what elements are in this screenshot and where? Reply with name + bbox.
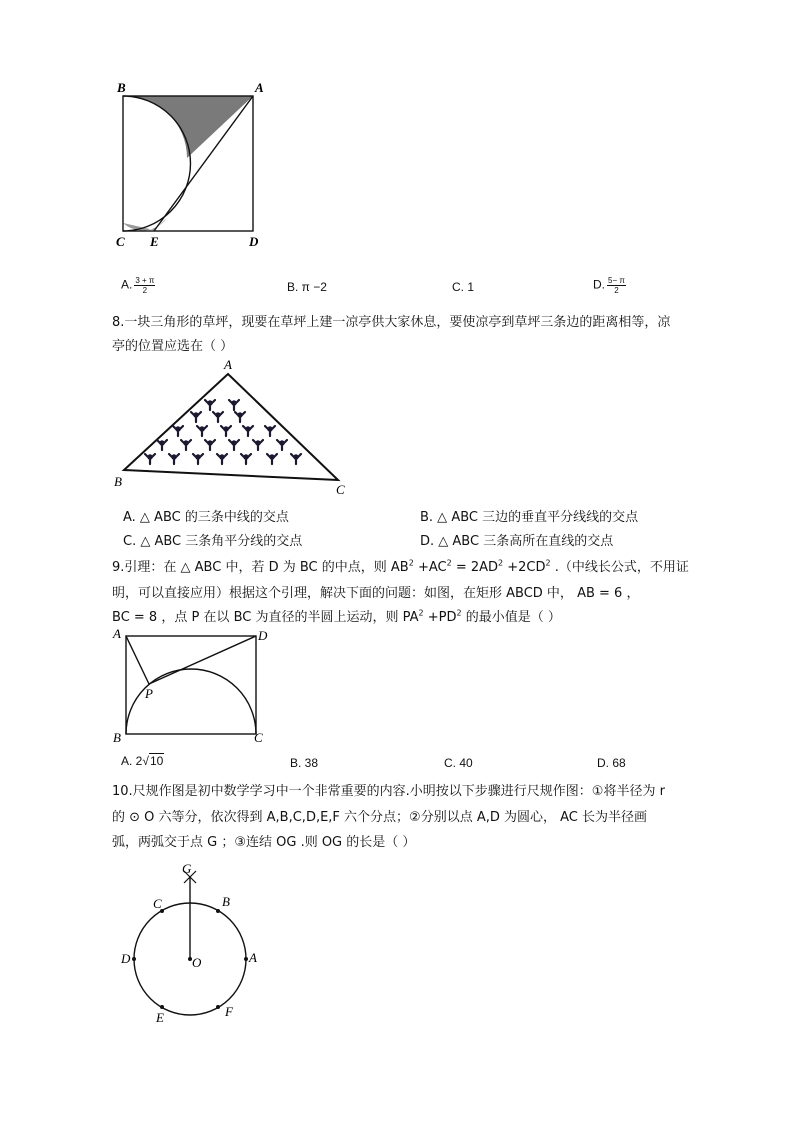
- q7-label-b: B: [117, 80, 126, 95]
- q9-label-a: A: [113, 626, 121, 641]
- q9-label-c: C: [254, 730, 263, 745]
- q8-option-b[interactable]: B. △ ABC 三边的垂直平分线线的交点: [420, 510, 639, 525]
- q8-option-c[interactable]: C. △ ABC 三条角平分线的交点: [123, 534, 303, 549]
- grass-tuft: [197, 426, 207, 436]
- q9-label-p: P: [145, 686, 153, 701]
- grass-tuft: [253, 440, 263, 450]
- q9-sup-5: 2: [418, 608, 424, 618]
- q10-figure: [112, 858, 272, 1028]
- grass-tuft: [267, 454, 277, 464]
- grass-tuft: [205, 440, 215, 450]
- grass-tuft: [243, 426, 253, 436]
- q9-question-line-1: [112, 556, 689, 575]
- grass-tuft: [265, 426, 275, 436]
- q10-label-d: D: [121, 951, 131, 966]
- q9-option-c[interactable]: C. 40: [444, 756, 473, 770]
- grass-tuft: [205, 400, 215, 410]
- q9-option-a[interactable]: [121, 754, 164, 768]
- q10-label-f: F: [225, 1004, 233, 1019]
- q7-label-c: C: [116, 234, 125, 249]
- q10-point-f: [216, 1005, 220, 1009]
- q7-shaded-upper: [123, 96, 253, 158]
- q8-option-a[interactable]: A. △ ABC 的三条中线的交点: [123, 510, 289, 525]
- q10-label-g: G: [182, 861, 192, 876]
- q9-question-line-3: [112, 606, 561, 625]
- grass-tuft: [213, 412, 223, 422]
- grass-tuft: [157, 440, 167, 450]
- q10-label-c: C: [153, 896, 162, 911]
- q9-figure: [112, 626, 282, 748]
- q9-sup-3: 2: [498, 558, 504, 568]
- q9-line3-part-c: 的最小值是（ ）: [461, 610, 561, 625]
- grass-tuft: [169, 454, 179, 464]
- q9-line1-part-b: +AC: [413, 560, 447, 575]
- grass-tuft: [221, 426, 231, 436]
- q9-segment-pa: [126, 636, 149, 684]
- q10-point-e: [160, 1005, 164, 1009]
- q9-line1-part-d: +2CD: [503, 560, 546, 575]
- q10-point-a: [244, 957, 248, 961]
- q9-sup-2: 2: [446, 558, 452, 568]
- grass-tuft: [145, 454, 155, 464]
- q9-segment-pd: [149, 636, 256, 684]
- grass-tuft: [181, 440, 191, 450]
- grass-tuft: [191, 412, 201, 422]
- q10-label-b: B: [222, 894, 230, 909]
- q8-option-d[interactable]: D. △ ABC 三条高所在直线的交点: [420, 534, 614, 549]
- q8-question-line-2: 亭的位置应选在（ ）: [112, 339, 234, 354]
- q9-option-a-prefix: A. 2: [121, 754, 143, 768]
- q9-rectangle: [126, 636, 256, 734]
- q10-label-a: A: [249, 950, 257, 965]
- q9-question-line-2: 明，可以直接应用）根据这个引理，解决下面的问题：如图，在矩形 ABCD 中， AB = 6 ，: [112, 586, 640, 601]
- q9-option-a-radicand: 10: [149, 754, 164, 768]
- q9-option-d[interactable]: D. 68: [597, 756, 626, 770]
- q9-label-d: D: [258, 628, 268, 643]
- q7-option-d-fraction: [607, 276, 626, 295]
- q10-question-line-1: 10.尺规作图是初中数学学习中一个非常重要的内容.小明按以下步骤进行尺规作图：①将半径为 r: [112, 784, 665, 799]
- q7-option-d-den: 2: [614, 286, 619, 295]
- q9-line1-part-e: .（中线长公式，不用证: [550, 560, 689, 575]
- q7-figure: [112, 78, 272, 250]
- q7-option-a[interactable]: [121, 276, 155, 295]
- q7-option-c[interactable]: C. 1: [452, 280, 475, 294]
- q9-semicircle: [126, 669, 256, 734]
- q10-question-line-3: 弧，两弧交于点 G ；③连结 OG .则 OG 的长是（ ）: [112, 835, 416, 850]
- q9-sup-1: 2: [408, 558, 414, 568]
- q7-option-d[interactable]: [593, 276, 626, 295]
- q8-question-line-1: 8.一块三角形的草坪，现要在草坪上建一凉亭供大家休息，要使凉亭到草坪三条边的距离相等，凉: [112, 315, 671, 330]
- q9-option-b[interactable]: B. 38: [290, 756, 319, 770]
- q7-label-e: E: [150, 234, 159, 249]
- q9-sup-4: 2: [545, 558, 551, 568]
- q7-option-a-num: 3 + π: [135, 276, 155, 285]
- q8-label-a: A: [224, 357, 232, 372]
- q10-label-e: E: [156, 1010, 164, 1025]
- q7-option-d-num: 5− π: [608, 276, 625, 285]
- q9-line3-part-a: BC = 8 ，点 P 在以 BC 为直径的半圆上运动，则 PA: [112, 610, 419, 625]
- grass-tuft: [193, 454, 203, 464]
- q9-line1-part-c: = 2AD: [451, 560, 499, 575]
- grass-tuft: [229, 400, 239, 410]
- q9-sup-6: 2: [456, 608, 462, 618]
- q7-option-a-prefix: A.: [121, 277, 133, 292]
- q7-option-a-den: 2: [142, 286, 148, 295]
- q9-line1-part-a: 9.引理：在 △ ABC 中，若 D 为 BC 的中点，则 AB: [112, 560, 409, 575]
- q8-grass-tufts: [145, 400, 301, 464]
- grass-tuft: [241, 454, 251, 464]
- q10-question-line-2: 的 ⊙ O 六等分，依次得到 A,B,C,D,E,F 六个分点；②分别以点 A,D 为圆心， AC 长为半径画: [112, 810, 647, 825]
- grass-tuft: [217, 454, 227, 464]
- q9-label-b: B: [113, 730, 121, 745]
- q8-label-b: B: [114, 474, 122, 489]
- q9-option-a-sqrt: √10: [142, 754, 164, 768]
- grass-tuft: [291, 454, 301, 464]
- q9-line3-part-b: +PD: [423, 610, 457, 625]
- q7-label-d: D: [249, 234, 259, 249]
- q8-figure: [112, 356, 352, 498]
- grass-tuft: [229, 440, 239, 450]
- grass-tuft: [173, 426, 183, 436]
- q8-label-c: C: [336, 482, 345, 497]
- q7-option-d-prefix: D.: [593, 277, 605, 292]
- q10-point-b: [216, 909, 220, 913]
- q7-label-a: A: [255, 80, 264, 95]
- grass-tuft: [235, 412, 245, 422]
- q10-label-o: O: [192, 955, 202, 970]
- q10-point-d: [132, 957, 136, 961]
- q7-option-a-fraction: [134, 276, 155, 295]
- grass-tuft: [277, 440, 287, 450]
- q7-option-b[interactable]: B. π −2: [287, 280, 327, 294]
